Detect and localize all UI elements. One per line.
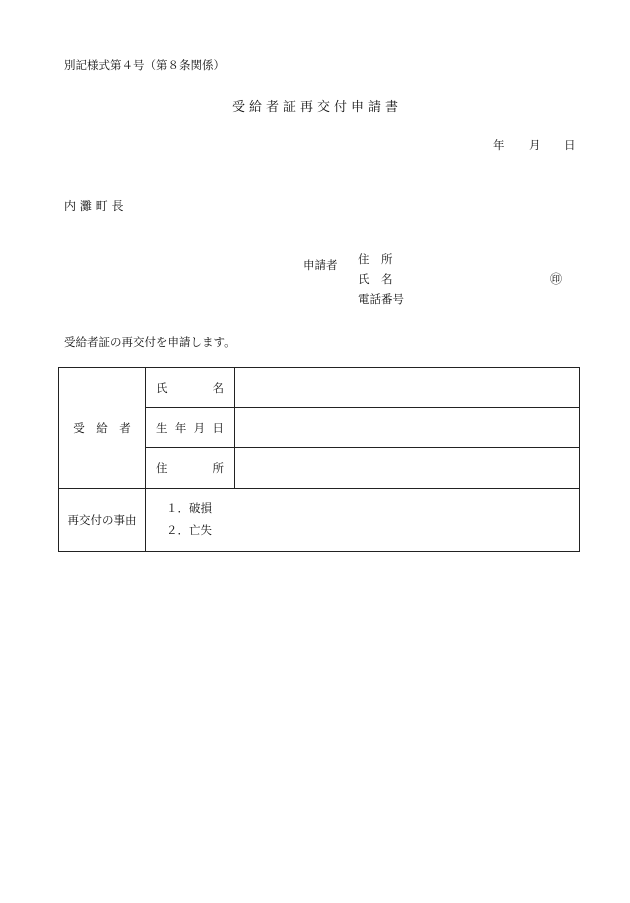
reason-options bbox=[146, 489, 580, 552]
label-char: 生 bbox=[156, 420, 168, 435]
label-char: 日 bbox=[212, 420, 224, 435]
applicant-label: 申請者 bbox=[303, 258, 338, 272]
addressee: 内 灘 町 長 bbox=[64, 199, 124, 213]
field-value-birthdate[interactable] bbox=[235, 408, 580, 448]
document-title: 受給者証再交付申請書 bbox=[232, 100, 403, 115]
label-char: 住 bbox=[156, 461, 168, 475]
application-table bbox=[58, 367, 580, 552]
table-row bbox=[59, 368, 580, 408]
label-char: 所 bbox=[212, 461, 224, 475]
applicant-phone-label: 電話番号 bbox=[358, 292, 404, 306]
reason-option-damage[interactable]: １．破損 bbox=[166, 501, 212, 515]
label-char: 年 bbox=[174, 420, 187, 435]
label-char: 月 bbox=[193, 420, 206, 435]
statement-text: 受給者証の再交付を申請します。 bbox=[64, 335, 236, 349]
reason-label: 再交付の事由 bbox=[59, 489, 146, 552]
form-reference: 別記様式第４号（第８条関係） bbox=[64, 58, 225, 72]
date-day-label: 日 bbox=[564, 138, 576, 152]
field-label-address bbox=[146, 448, 235, 489]
field-label-birthdate bbox=[146, 408, 235, 448]
field-value-address[interactable] bbox=[235, 448, 580, 489]
label-char: 氏 bbox=[156, 380, 168, 395]
seal-mark: ㊞ bbox=[550, 272, 563, 286]
recipient-label: 受 給 者 bbox=[59, 368, 146, 489]
label-char: 名 bbox=[212, 380, 224, 395]
date-month-label: 月 bbox=[529, 138, 541, 152]
date-year-label: 年 bbox=[493, 138, 505, 152]
applicant-address-label: 住 所 bbox=[358, 252, 393, 266]
field-value-name[interactable] bbox=[235, 368, 580, 408]
applicant-name-label: 氏 名 bbox=[358, 272, 393, 286]
field-label-name bbox=[146, 368, 235, 408]
reason-option-loss[interactable]: ２．亡失 bbox=[166, 523, 212, 537]
table-row bbox=[59, 489, 580, 552]
